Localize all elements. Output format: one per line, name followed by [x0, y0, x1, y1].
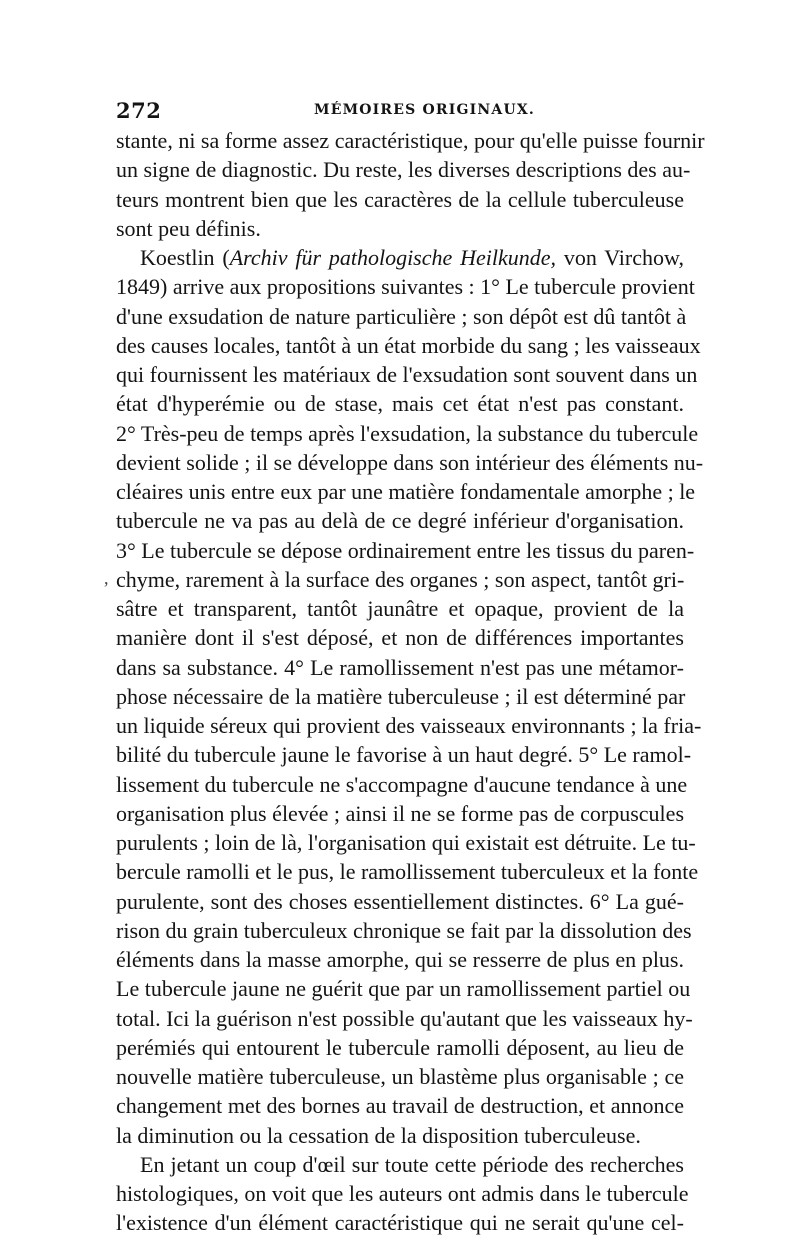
page-number: 272: [116, 98, 162, 123]
text-line: un signe de diagnostic. Du reste, les diverses descriptions des au-: [116, 157, 691, 183]
text-line: 1849) arrive aux propositions suivantes : 1° Le tubercule provient: [116, 274, 695, 300]
text-line: phose nécessaire de la matière tuberculeuse ; il est déterminé par: [116, 683, 686, 709]
text-line: sâtre et transparent, tantôt jaunâtre et opaque, provient de la: [116, 596, 684, 621]
text-line: stante, ni sa forme assez caractéristique, pour qu'elle puisse fournir: [116, 128, 705, 153]
text-line: cléaires unis entre eux par une matière fondamentale amorphe ; le: [116, 479, 696, 504]
text-line: rison du grain tuberculeux chronique se fait par la dissolution des: [116, 917, 692, 943]
text-line: l'existence d'un élément caractéristique qui ne serait qu'une cel-: [116, 1210, 684, 1236]
text-line: purulents ; loin de là, l'organisation qui existait est détruite. Le tu-: [116, 830, 696, 855]
running-title: MÉMOIRES ORIGINAUX.: [314, 102, 535, 118]
body-text: [116, 126, 705, 1238]
text-line: En jetant un coup d'œil sur toute cette période des recherches: [140, 1151, 684, 1177]
text-line: tubercule ne va pas au delà de ce degré inférieur d'organisation.: [116, 508, 684, 534]
koestlin-author: Koestlin (: [140, 245, 230, 270]
text-line: état d'hyperémie ou de stase, mais cet état n'est pas constant.: [116, 391, 684, 417]
text-line: la diminution ou la cessation de la disposition tuberculeuse.: [116, 1122, 641, 1148]
text-line: changement met des bornes au travail de destruction, et annonce: [116, 1093, 684, 1119]
text-line: lissement du tubercule ne s'accompagne d'aucune tendance à une: [116, 771, 688, 797]
text-line: bilité du tubercule jaune le favorise à un haut degré. 5° Le ramol-: [116, 742, 692, 768]
text-line: éléments dans la masse amorphe, qui se resserre de plus en plus.: [116, 947, 684, 972]
text-line-koestlin: [116, 243, 684, 272]
text-line: organisation plus élevée ; ainsi il ne se forme pas de corpuscules: [116, 800, 684, 826]
text-line: nouvelle matière tuberculeuse, un blastème plus organisable ; ce: [116, 1064, 684, 1089]
text-line: bercule ramolli et le pus, le ramollissement tuberculeux et la fonte: [116, 859, 699, 885]
text-line: teurs montrent bien que les caractères de la cellule tuberculeuse: [116, 186, 684, 212]
koestlin-rest: von Virchow,: [556, 245, 684, 270]
text-line: total. Ici la guérison n'est possible qu'autant que les vaisseaux hy-: [116, 1005, 693, 1031]
text-line: perémiés qui entourent le tubercule ramolli déposent, au lieu de: [116, 1034, 684, 1060]
text-line: 3° Le tubercule se dépose ordinairement entre les tissus du paren-: [116, 537, 695, 563]
text-line: dans sa substance. 4° Le ramollissement n'est pas une métamor-: [116, 654, 684, 680]
text-line: d'une exsudation de nature particulière ; son dépôt est dû tantôt à: [116, 303, 687, 329]
text-line: des causes locales, tantôt à un état morbide du sang ; les vaisseaux: [116, 332, 701, 358]
journal-title: Archiv für pathologische Heilkunde,: [229, 245, 556, 270]
text-line: un liquide séreux qui provient des vaisseaux environnants ; la fria-: [116, 713, 702, 738]
margin-mark: ,: [104, 568, 109, 588]
text-line: chyme, rarement à la surface des organes ; son aspect, tantôt gri-: [116, 566, 685, 592]
text-line: sont peu définis.: [116, 215, 261, 241]
text-line: histologiques, on voit que les auteurs ont admis dans le tubercule: [116, 1181, 689, 1206]
running-header: [116, 98, 684, 128]
text-line: qui fournissent les matériaux de l'exsudation sont souvent dans un: [116, 362, 698, 387]
text-line: devient solide ; il se développe dans son intérieur des éléments nu-: [116, 449, 704, 475]
text-line: 2° Très-peu de temps après l'exsudation, la substance du tubercule: [116, 420, 699, 446]
text-line: manière dont il s'est déposé, et non de différences importantes: [116, 625, 684, 651]
text-line: purulente, sont des choses essentiellement distinctes. 6° La gué-: [116, 888, 684, 914]
text-line: Le tubercule jaune ne guérit que par un ramollissement partiel ou: [116, 976, 691, 1002]
